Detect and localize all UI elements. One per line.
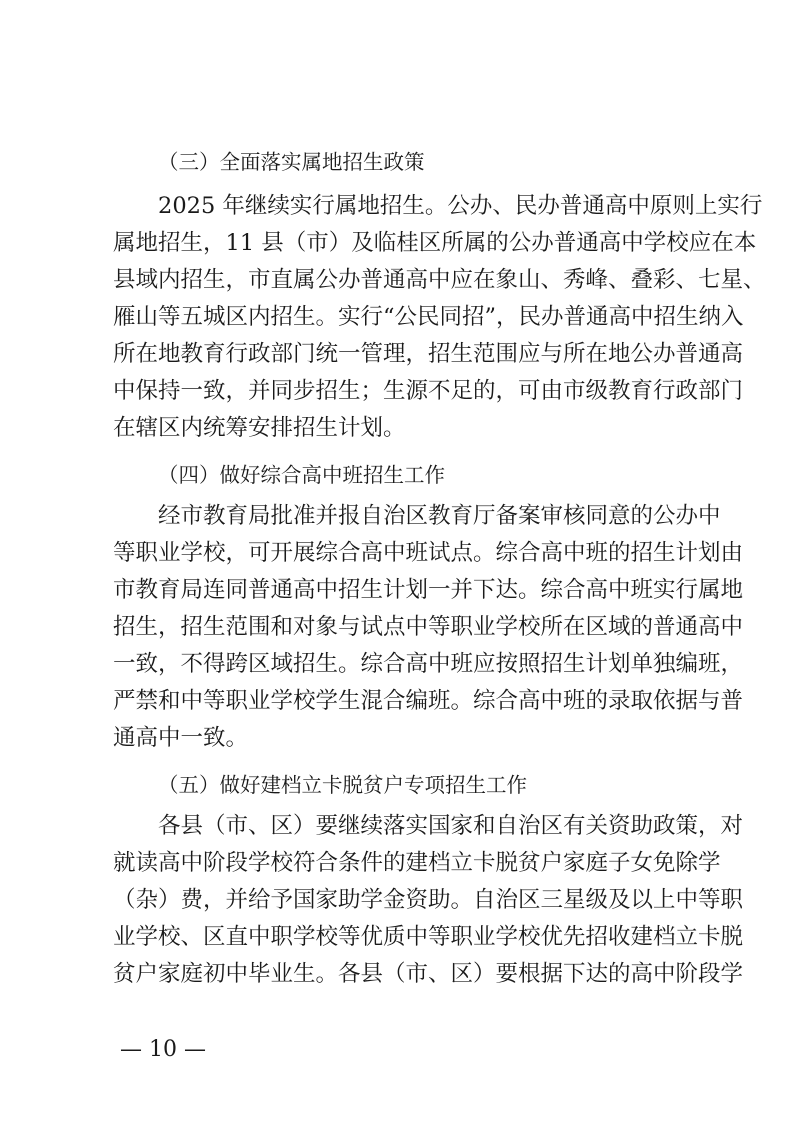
line-text: 一致，不得跨区域招生。综合高中班应按照招生计划单独编班， [113, 651, 744, 677]
paragraph-line [0, 299, 800, 335]
heading-text: （四）做好综合高中班招生工作 [158, 463, 445, 487]
line-text: 业学校、区直中职学校等优质中等职业学校优先招收建档立卡脱 [113, 924, 744, 950]
line-text: 贫户家庭初中毕业生。各县（市、区）要根据下达的高中阶段学 [113, 961, 744, 987]
line-text: 雁山等五城区内招生。实行“公民同招”，民办普通高中招生纳入 [113, 304, 744, 330]
line-text: 属地招生，11 县（市）及临桂区所属的公办普通高中学校应在本 [113, 230, 757, 256]
paragraph-line [0, 572, 800, 608]
paragraph-line [0, 336, 800, 372]
line-text: 等职业学校，可开展综合高中班试点。综合高中班的招生计划由 [113, 540, 744, 566]
paragraph-line [0, 919, 800, 955]
paragraph-line [0, 882, 800, 918]
paragraph-line [0, 808, 800, 844]
paragraph-line [0, 956, 800, 992]
paragraph-line [0, 498, 800, 534]
line-text: 所在地教育行政部门统一管理，招生范围应与所在地公办普通高 [113, 341, 744, 367]
paragraph-line [0, 683, 800, 719]
paragraph-line [0, 225, 800, 261]
paragraph-line [0, 373, 800, 409]
section-heading-3 [0, 144, 800, 180]
paragraph-line [0, 410, 800, 446]
line-text: 经市教育局批准并报自治区教育厅备案审核同意的公办中 [158, 503, 721, 529]
line-text: （杂）费，并给予国家助学金资助。自治区三星级及以上中等职 [113, 887, 744, 913]
paragraph-line [0, 720, 800, 756]
page-number: — 10 — [120, 1037, 206, 1062]
paragraph-line [0, 609, 800, 645]
heading-text: （三）全面落实属地招生政策 [158, 150, 425, 174]
section-heading-4 [0, 457, 800, 493]
paragraph-line [0, 535, 800, 571]
line-text: 招生，招生范围和对象与试点中等职业学校所在区域的普通高中 [113, 614, 744, 640]
heading-text: （五）做好建档立卡脱贫户专项招生工作 [158, 773, 527, 797]
line-text: 就读高中阶段学校符合条件的建档立卡脱贫户家庭子女免除学 [113, 850, 721, 876]
line-text: 各县（市、区）要继续落实国家和自治区有关资助政策，对 [158, 813, 744, 839]
paragraph-line [0, 646, 800, 682]
line-text: 中保持一致，并同步招生；生源不足的，可由市级教育行政部门 [113, 378, 744, 404]
line-text: 市教育局连同普通高中招生计划一并下达。综合高中班实行属地 [113, 577, 744, 603]
line-text: 严禁和中等职业学校学生混合编班。综合高中班的录取依据与普 [113, 688, 744, 714]
paragraph-line [0, 262, 800, 298]
section-heading-5 [0, 767, 800, 803]
paragraph-line [0, 845, 800, 881]
line-text: 在辖区内统筹安排招生计划。 [113, 415, 406, 441]
paragraph-line [0, 188, 800, 224]
line-text: 通高中一致。 [113, 725, 249, 751]
line-text: 县域内招生，市直属公办普通高中应在象山、秀峰、叠彩、七星、 [113, 267, 766, 293]
line-text: 2025 年继续实行属地招生。公办、民办普通高中原则上实行 [158, 193, 763, 219]
